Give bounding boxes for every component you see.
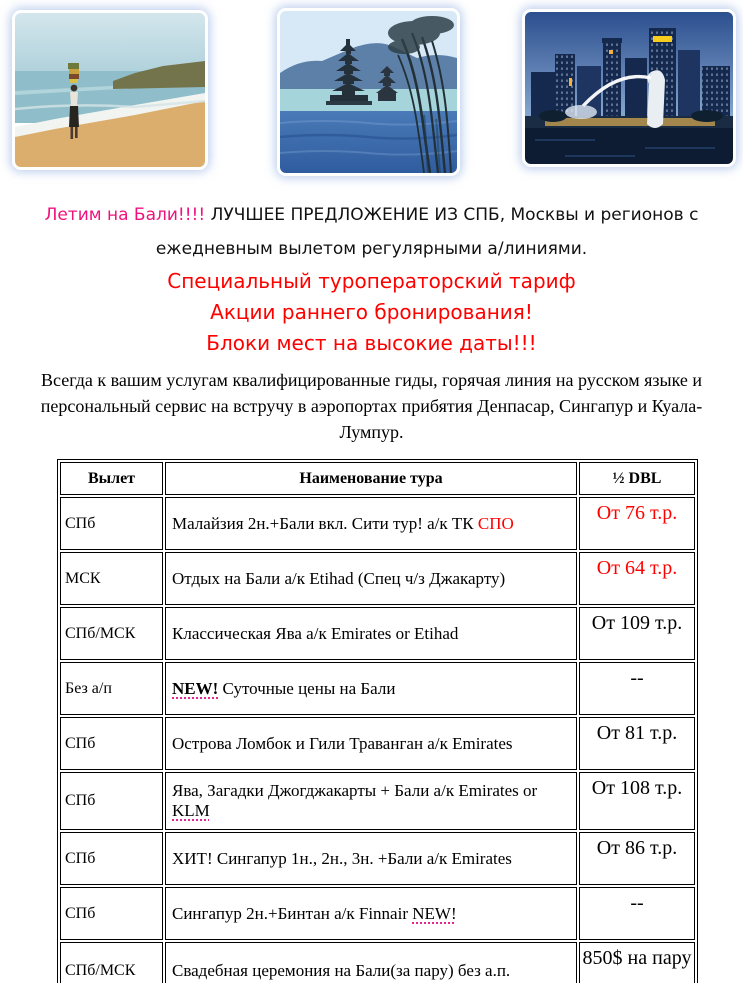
price-cell: --	[579, 662, 695, 715]
price-cell: От 86 т.р.	[579, 832, 695, 885]
table-row	[60, 717, 695, 770]
photo-strip	[0, 0, 743, 178]
tour-cell: Классическая Ява а/к Emirates or Etihad	[165, 607, 577, 660]
departure-cell: СПб	[60, 832, 163, 885]
headline-line1-rest: ЛУЧШЕЕ ПРЕДЛОЖЕНИЕ ИЗ СПБ, Москвы и регионов с	[205, 205, 699, 225]
headline-line2: ежедневным вылетом регулярными а/линиями.	[155, 239, 588, 259]
header-tour-name: Наименование тура	[165, 462, 577, 495]
tour-cell	[165, 887, 577, 940]
tour-cell: Свадебная церемония на Бали(за пару) без а.п.	[165, 942, 577, 983]
headline	[0, 198, 743, 266]
tour-mark: СПО	[477, 513, 514, 533]
bali-beach-photo	[15, 13, 205, 167]
bali-water-temple-photo	[280, 11, 457, 173]
departure-cell: СПб	[60, 497, 163, 550]
departure-cell: СПб/МСК	[60, 607, 163, 660]
table-row	[60, 832, 695, 885]
table-row	[60, 942, 695, 983]
table-row	[60, 662, 695, 715]
table-row	[60, 552, 695, 605]
tour-text: Суточные цены на Бали	[218, 678, 396, 698]
tour-text: Малайзия 2н.+Бали вкл. Сити тур! а/к ТК	[172, 513, 478, 533]
price-cell: От 81 т.р.	[579, 717, 695, 770]
header-departure: Вылет	[60, 462, 163, 495]
price-cell: От 108 т.р.	[579, 772, 695, 830]
departure-cell: МСК	[60, 552, 163, 605]
table-header-row	[60, 462, 695, 495]
departure-cell: СПб/МСК	[60, 942, 163, 983]
price-cell: --	[579, 887, 695, 940]
departure-cell: СПб	[60, 717, 163, 770]
tour-cell	[165, 497, 577, 550]
tour-mark: KLM	[172, 801, 210, 820]
tour-cell	[165, 662, 577, 715]
tour-mark: NEW!	[412, 903, 457, 923]
price-cell: От 76 т.р.	[579, 497, 695, 550]
waterfront-lights	[545, 118, 715, 126]
intro-paragraph: Всегда к вашим услугам квалифицированные гиды, горячая линия на русском языке и персональный сервис на встручу в аэропортах прибятия Денпасар, Сингапур и Куала-Лумпур.	[40, 370, 703, 442]
departure-cell: СПб	[60, 887, 163, 940]
tour-cell: ХИТ! Сингапур 1н., 2н., 3н. +Бали а/к Emirates	[165, 832, 577, 885]
header-price: ½ DBL	[579, 462, 695, 495]
temple-illustration	[280, 11, 457, 173]
tours-table	[57, 459, 698, 983]
promo-line-2: Акции раннего бронирования!	[210, 300, 533, 324]
table-row	[60, 497, 695, 550]
headline-highlight: Летим на Бали!!!!	[44, 205, 206, 225]
departure-cell: СПб	[60, 772, 163, 830]
tour-cell	[165, 772, 577, 830]
singapore-illustration	[525, 12, 733, 164]
departure-cell: Без а/п	[60, 662, 163, 715]
tour-cell: Острова Ломбок и Гили Траванган а/к Emirates	[165, 717, 577, 770]
headline-line1	[0, 198, 743, 232]
tour-text: Ява, Загадки Джогджакарты + Бали а/к Emirates or	[172, 781, 538, 800]
table-row	[60, 607, 695, 660]
singapore-merlion-photo	[525, 12, 733, 164]
promo-line-1: Специальный туроператорский тариф	[167, 269, 576, 293]
beach-illustration	[15, 13, 205, 167]
price-cell: От 64 т.р.	[579, 552, 695, 605]
promo-lines	[0, 266, 743, 359]
price-cell: От 109 т.р.	[579, 607, 695, 660]
tour-text: Сингапур 2н.+Бинтан а/к Finnair	[172, 903, 413, 923]
table-row	[60, 772, 695, 830]
table-row	[60, 887, 695, 940]
promo-line-3: Блоки мест на высокие даты!!!	[206, 331, 537, 355]
tour-cell: Отдых на Бали а/к Etihad (Спец ч/з Джакарту)	[165, 552, 577, 605]
price-cell: 850$ на пару	[579, 942, 695, 983]
tour-mark: NEW!	[172, 678, 219, 698]
